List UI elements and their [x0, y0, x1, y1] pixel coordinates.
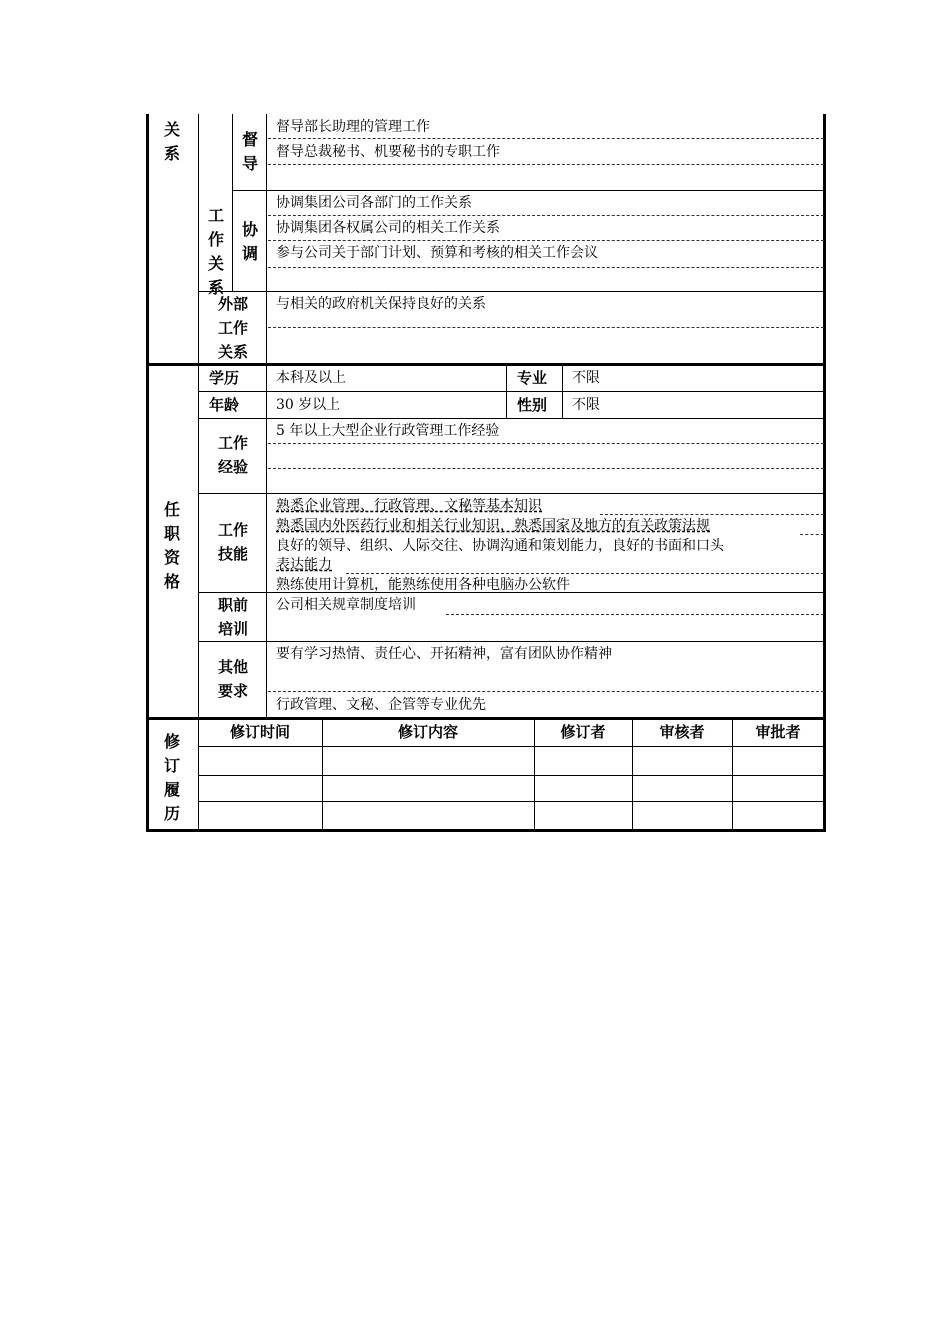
experience-label: 工作 经验: [217, 434, 248, 476]
training-item-1: 公司相关规章制度培训: [276, 597, 416, 613]
skills-item-2: 熟悉国内外医药行业和相关行业知识，熟悉国家及地方的有关政策法规: [276, 518, 710, 534]
education-value: 本科及以上: [276, 370, 346, 386]
revision-header-reviewer: 审核者: [659, 723, 705, 741]
training-label: 职前 培训: [217, 596, 248, 638]
skills-item-4: 表达能力: [276, 557, 332, 573]
external-item-1: 与相关的政府机关保持良好的关系: [276, 296, 486, 312]
age-label: 年龄: [208, 396, 239, 414]
supervise-item-2: 督导总裁秘书、机要秘书的专职工作: [276, 144, 500, 160]
table-left-border: [146, 114, 149, 832]
experience-item-1: 5 年以上大型企业行政管理工作经验: [276, 423, 500, 439]
relations-section-label: [160, 118, 184, 166]
coordinate-item-1: 协调集团公司各部门的工作关系: [276, 195, 472, 211]
education-label: 学历: [208, 369, 239, 387]
revision-header-reviser: 修订者: [560, 723, 606, 741]
major-label: 专业: [516, 369, 547, 387]
table-row: [198, 747, 824, 775]
skills-item-5: 熟练使用计算机，能熟练使用各种电脑办公软件: [276, 577, 570, 593]
supervise-label: 督导: [241, 130, 258, 173]
revision-header-content: 修订内容: [397, 723, 458, 741]
other-item-1: 要有学习热情、责任心、开拓精神，富有团队协作精神: [276, 646, 612, 662]
coordinate-item-2: 协调集团各权属公司的相关工作关系: [276, 220, 500, 236]
relations-label-text: 关系: [163, 120, 180, 163]
gender-label: 性别: [516, 396, 547, 414]
skills-item-1: 熟悉企业管理、行政管理、文秘等基本知识: [276, 498, 542, 514]
other-item-2: 行政管理、文秘、企管等专业优先: [276, 697, 486, 713]
skills-item-3: 良好的领导、组织、人际交往、协调沟通和策划能力，良好的书面和口头: [276, 538, 724, 554]
skills-label: 工作 技能: [217, 521, 248, 563]
supervise-item-1: 督导部长助理的管理工作: [276, 119, 430, 135]
table-row: [198, 802, 824, 829]
coordinate-item-3: 参与公司关于部门计划、预算和考核的相关工作会议: [276, 245, 598, 261]
revision-header-time: 修订时间: [229, 723, 290, 741]
gender-value: 不限: [572, 397, 600, 413]
revision-section-label: 修订履历: [163, 732, 180, 823]
external-relation-label: 外部 工作 关系: [217, 295, 248, 361]
table-row: [198, 776, 824, 801]
qualifications-section-label: 任职资格: [163, 500, 180, 591]
table-bottom-border: [146, 829, 826, 832]
coordinate-label: 协调: [241, 220, 258, 263]
age-value: 30 岁以上: [276, 397, 341, 413]
other-label: 其他 要求: [217, 658, 248, 700]
work-relation-label: 工作关系: [207, 206, 224, 297]
revision-header-approver: 审批者: [755, 723, 801, 741]
major-value: 不限: [572, 370, 600, 386]
